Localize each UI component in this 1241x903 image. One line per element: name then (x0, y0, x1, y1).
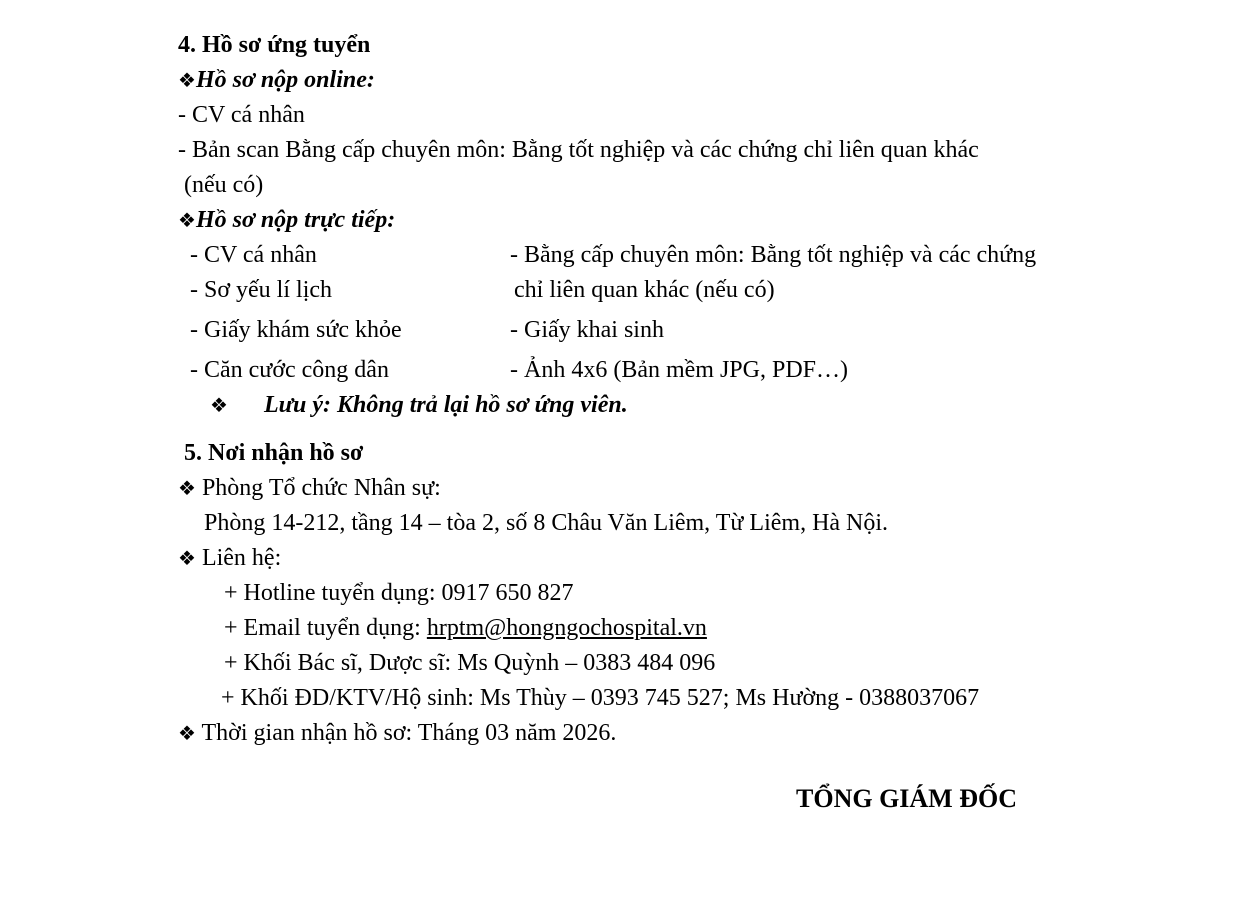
email-link[interactable]: hrptm@hongngochospital.vn (426, 615, 707, 641)
office-address: Phòng 14-212, tầng 14 – tòa 2, số 8 Châu Văn Liêm, Từ Liêm, Hà Nội. (204, 510, 889, 536)
direct-left-item: - CV cá nhân (190, 242, 317, 268)
contact-title: Liên hệ: (201, 545, 282, 571)
diamond-bullet-icon: ❖ (178, 546, 196, 570)
diamond-bullet-icon: ❖ (178, 476, 196, 500)
contact-doctors: + Khối Bác sĩ, Dược sĩ: Ms Quỳnh – 0383 484 096 (224, 650, 716, 676)
direct-heading (178, 205, 395, 235)
signature-title: TỔNG GIÁM ĐỐC (796, 784, 1017, 813)
direct-title: Hồ sơ nộp trực tiếp: (195, 207, 396, 233)
direct-left-item: - Căn cước công dân (190, 357, 389, 383)
direct-right-item: - Ảnh 4x6 (Bản mềm JPG, PDF…) (510, 357, 849, 383)
contact-hotline: + Hotline tuyển dụng: 0917 650 827 (224, 580, 574, 606)
direct-right-item: chỉ liên quan khác (nếu có) (514, 277, 775, 303)
online-title: Hồ sơ nộp online: (195, 67, 375, 93)
direct-left-item: - Giấy khám sức khỏe (190, 317, 402, 343)
direct-right-item: - Bằng cấp chuyên môn: Bằng tốt nghiệp và các chứng (510, 242, 1037, 268)
online-item-cv: - CV cá nhân (178, 102, 305, 128)
contact-email-line (224, 613, 707, 643)
contact-line (178, 543, 281, 573)
online-item-scan: - Bản scan Bằng cấp chuyên môn: Bằng tốt nghiệp và các chứng chỉ liên quan khác (178, 137, 979, 163)
section-4-heading: 4. Hồ sơ ứng tuyển (178, 32, 371, 58)
note-line (210, 390, 228, 420)
diamond-bullet-icon: ❖ (178, 208, 196, 232)
office-title: Phòng Tổ chức Nhân sự: (201, 475, 441, 501)
deadline-text: Thời gian nhận hồ sơ: Tháng 03 năm 2026. (201, 720, 617, 746)
email-label: + Email tuyển dụng: (224, 615, 427, 641)
direct-right-item: - Giấy khai sinh (510, 317, 664, 343)
online-heading (178, 65, 375, 95)
note-text: Lưu ý: Không trả lại hồ sơ ứng viên. (264, 392, 628, 418)
diamond-bullet-icon: ❖ (210, 393, 228, 417)
diamond-bullet-icon: ❖ (178, 68, 196, 92)
diamond-bullet-icon: ❖ (178, 721, 196, 745)
section-5-heading: 5. Nơi nhận hồ sơ (184, 440, 364, 466)
deadline-line (178, 718, 616, 748)
online-item-scan-cont: (nếu có) (184, 172, 264, 198)
contact-nurses: + Khối ĐD/KTV/Hộ sinh: Ms Thùy – 0393 745 527; Ms Hường - 0388037067 (221, 685, 980, 711)
office-line (178, 473, 441, 503)
direct-left-item: - Sơ yếu lí lịch (190, 277, 333, 303)
